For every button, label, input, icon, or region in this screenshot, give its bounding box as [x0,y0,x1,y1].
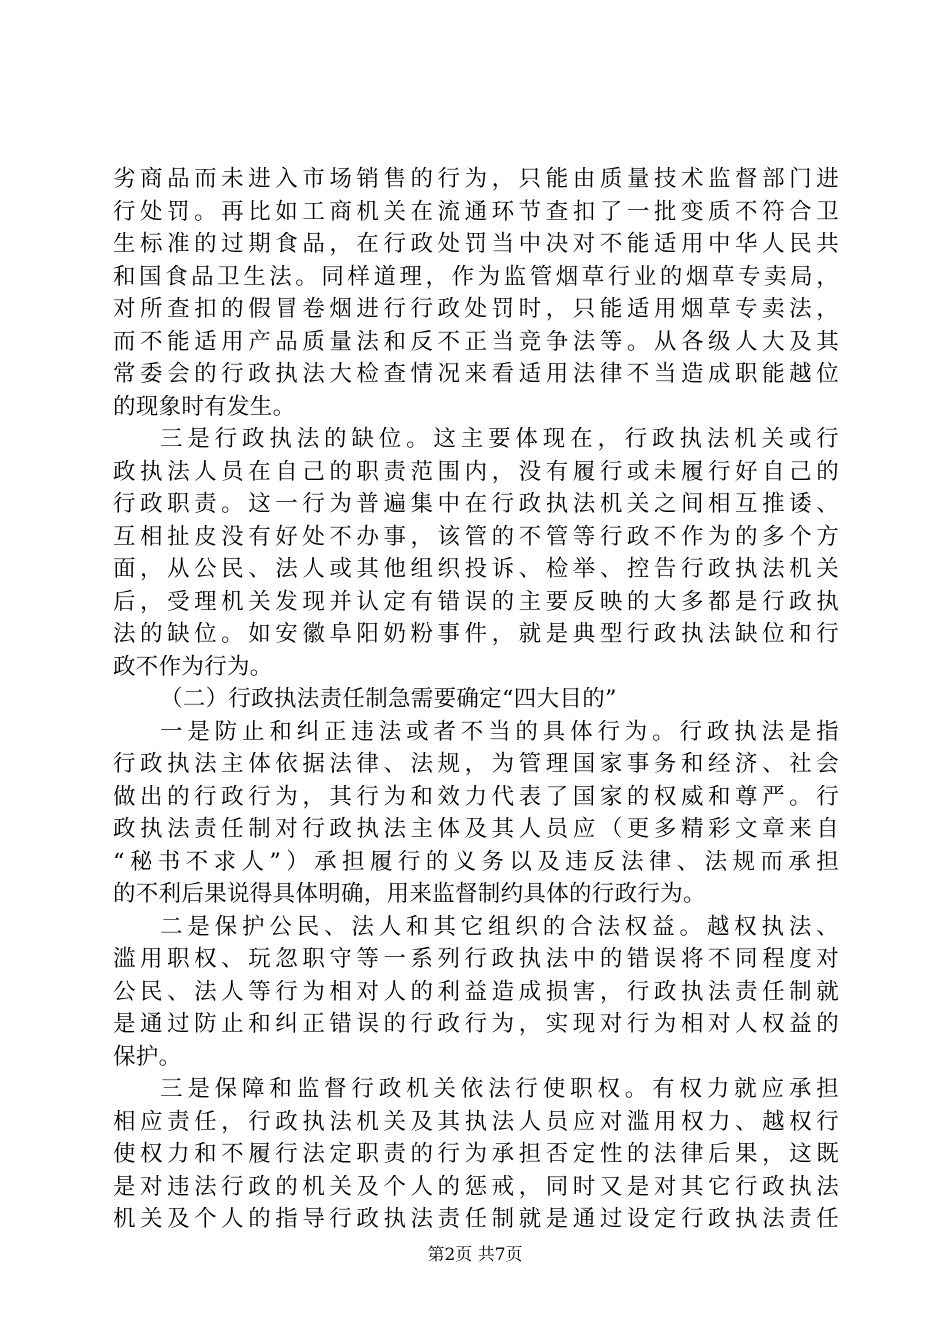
text-line: 使权力和不履行法定职责的行为承担否定性的法律后果，这既 [113,1141,839,1167]
text-line: 面，从公民、法人或其他组织投诉、检举、控告行政执法机关 [113,556,839,582]
text-line: 生标准的过期食品，在行政处罚当中决对不能适用中华人民共 [113,231,839,257]
text-line: 和国食品卫生法。同样道理，作为监管烟草行业的烟草专卖局， [113,263,839,290]
text-line: 的不利后果说得具体明确，用来监督制约具体的行政行为。 [113,881,706,907]
text-line: 行政执法主体依据法律、法规，为管理国家事务和经济、社会 [113,751,839,777]
text-line: 是对违法行政的机关及个人的惩戒，同时又是对其它行政执法 [113,1173,839,1200]
text-line: 政执法责任制对行政执法主体及其人员应（更多精彩文章来自 [113,816,839,842]
text-line: 行处罚。再比如工商机关在流通环节查扣了一批变质不符合卫 [113,198,839,225]
paragraph-start-line: 三是行政执法的缺位。这主要体现在，行政执法机关或行 [160,426,839,452]
text-line: 是通过防止和纠正错误的行政行为，实现对行为相对人权益的 [113,1011,839,1037]
page-number-footer: 第2页 共7页 [427,1245,523,1265]
text-line: 保护。 [113,1043,182,1070]
text-line: 劣商品而未进入市场销售的行为，只能由质量技术监督部门进 [113,166,839,192]
text-line: 相应责任，行政执法机关及其执法人员应对滥用权力、越权行 [113,1108,839,1135]
text-line: 而不能适用产品质量法和反不正当竞争法等。从各级人大及其 [113,328,839,355]
text-line: 常委会的行政执法大检查情况来看适用法律不当造成职能越位 [113,361,839,387]
paragraph-start-line: 二是保护公民、法人和其它组织的合法权益。越权执法、 [160,913,839,940]
text-line: 互相扯皮没有好处不办事，该管的不管等行政不作为的多个方 [113,523,839,550]
text-line: “秘书不求人”）承担履行的义务以及违反法律、法规而承担 [113,848,839,875]
text-line: 后，受理机关发现并认定有错误的主要反映的大多都是行政执 [113,588,839,615]
text-line: 法的缺位。如安徽阜阳奶粉事件，就是典型行政执法缺位和行 [113,621,839,647]
text-line: 对所查扣的假冒卷烟进行行政处罚时，只能适用烟草专卖法， [113,296,839,322]
document-body [113,163,839,1236]
text-line: 政不作为行为。 [113,653,273,680]
section-heading: （二）行政执法责任制急需要确定“四大目的” [160,686,617,712]
text-line: 的现象时有发生。 [113,393,296,420]
paragraph-start-line: 三是保障和监督行政机关依法行使职权。有权力就应承担 [160,1076,839,1102]
text-line: 机关及个人的指导行政执法责任制就是通过设定行政执法责任 [113,1206,839,1232]
text-line: 行政职责。这一行为普遍集中在行政执法机关之间相互推诿、 [113,491,839,517]
text-line: 公民、法人等行为相对人的利益造成损害，行政执法责任制就 [113,978,839,1005]
paragraph-start-line: 一是防止和纠正违法或者不当的具体行为。行政执法是指 [160,718,839,745]
text-line: 滥用职权、玩忽职守等一系列行政执法中的错误将不同程度对 [113,946,839,972]
text-line: 做出的行政行为，其行为和效力代表了国家的权威和尊严。行 [113,783,839,810]
text-line: 政执法人员在自己的职责范围内，没有履行或未履行好自己的 [113,458,839,485]
